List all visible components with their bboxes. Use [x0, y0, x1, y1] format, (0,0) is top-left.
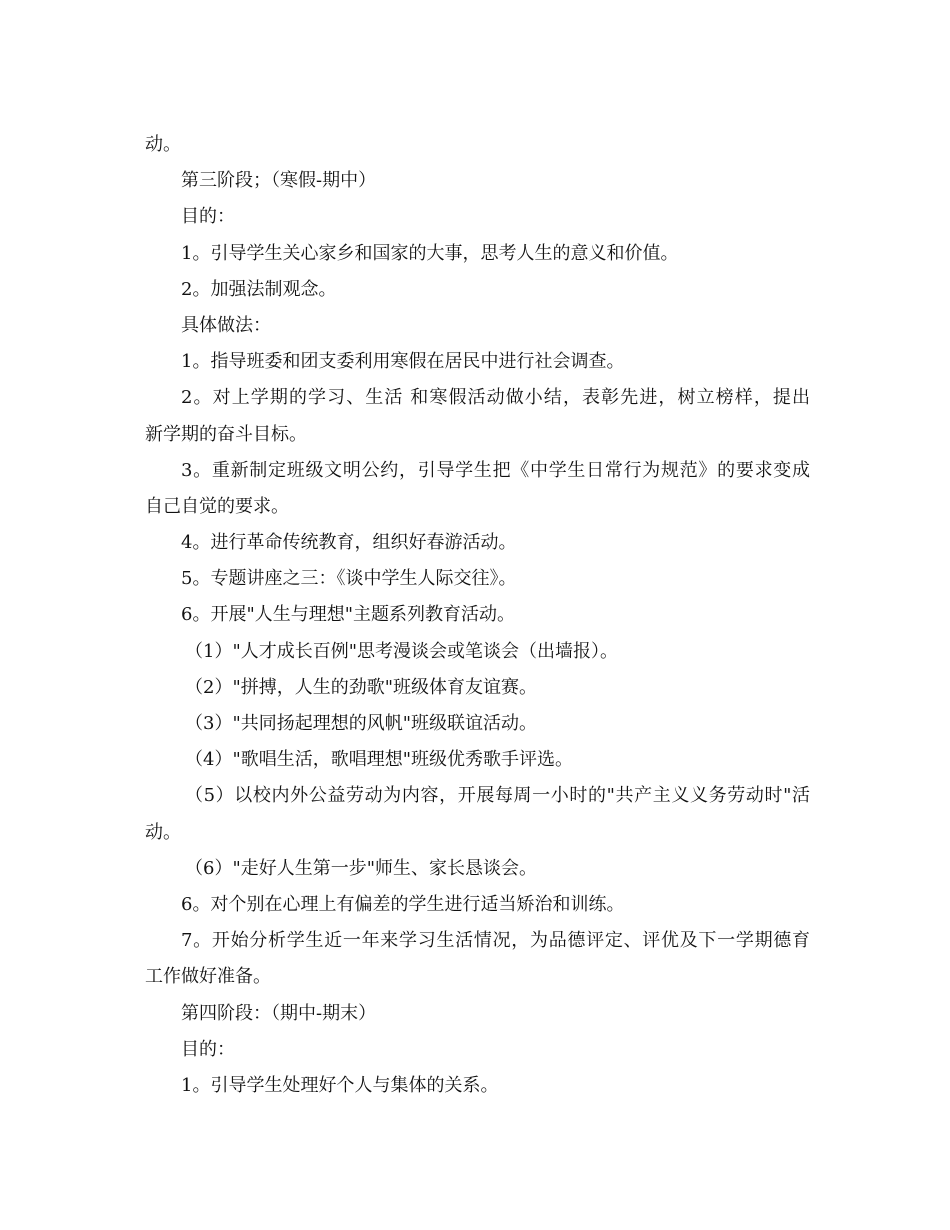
sub-list-item: （4）"歌唱生活，歌唱理想"班级优秀歌手评选。 — [185, 749, 574, 771]
sub-list-item: （1）"人才成长百例"思考漫谈会或笔谈会（出墙报）。 — [185, 640, 619, 662]
list-item: 2。加强法制观念。 — [181, 278, 337, 300]
list-item: 3。重新制定班级文明公约，引导学生把《中学生日常行为规范》的要求变成 — [181, 459, 810, 481]
list-item-continuation: 工作做好准备。 — [145, 966, 271, 988]
list-item-continuation: 自己自觉的要求。 — [145, 495, 289, 517]
list-item: 4。进行革命传统教育，组织好春游活动。 — [181, 532, 517, 554]
sub-list-item: （2）"拼搏，人生的劲歌"班级体育友谊赛。 — [185, 676, 538, 698]
list-item: 5。专题讲座之三：《谈中学生人际交往》。 — [181, 568, 517, 590]
sub-list-item: （6）"走好人生第一步"师生、家长恳谈会。 — [185, 857, 538, 879]
list-item: 1。引导学生处理好个人与集体的关系。 — [181, 1074, 499, 1096]
sub-list-item: （3）"共同扬起理想的风帆"班级联谊活动。 — [185, 713, 538, 734]
list-item: 1。引导学生关心家乡和国家的大事，思考人生的意义和价值。 — [181, 242, 679, 264]
paragraph-continuation: 动。 — [145, 134, 181, 155]
list-item-continuation: 新学期的奋斗目标。 — [145, 423, 307, 445]
sub-list-item-continuation: 动。 — [145, 821, 181, 843]
sub-list-item: （5）以校内外公益劳动为内容，开展每周一小时的"共产主义义务劳动时"活 — [185, 785, 810, 807]
list-item: 1。指导班委和团支委利用寒假在居民中进行社会调查。 — [181, 351, 625, 373]
list-item: 6。开展"人生与理想"主题系列教育活动。 — [181, 604, 516, 626]
document-body — [145, 127, 810, 1104]
section-label: 目的： — [181, 206, 235, 228]
section-label: 目的： — [181, 1038, 235, 1060]
section-label: 具体做法： — [181, 314, 271, 336]
stage-heading: 第四阶段：（期中-期末） — [181, 1002, 377, 1024]
list-item: 6。对个别在心理上有偏差的学生进行适当矫治和训练。 — [181, 893, 625, 915]
stage-heading: 第三阶段；（寒假-期中） — [181, 170, 377, 192]
list-item: 7。开始分析学生近一年来学习生活情况，为品德评定、评优及下一学期德育 — [181, 930, 810, 952]
list-item: 2。对上学期的学习、生活 和寒假活动做小结，表彰先进，树立榜样，提出 — [181, 387, 810, 409]
